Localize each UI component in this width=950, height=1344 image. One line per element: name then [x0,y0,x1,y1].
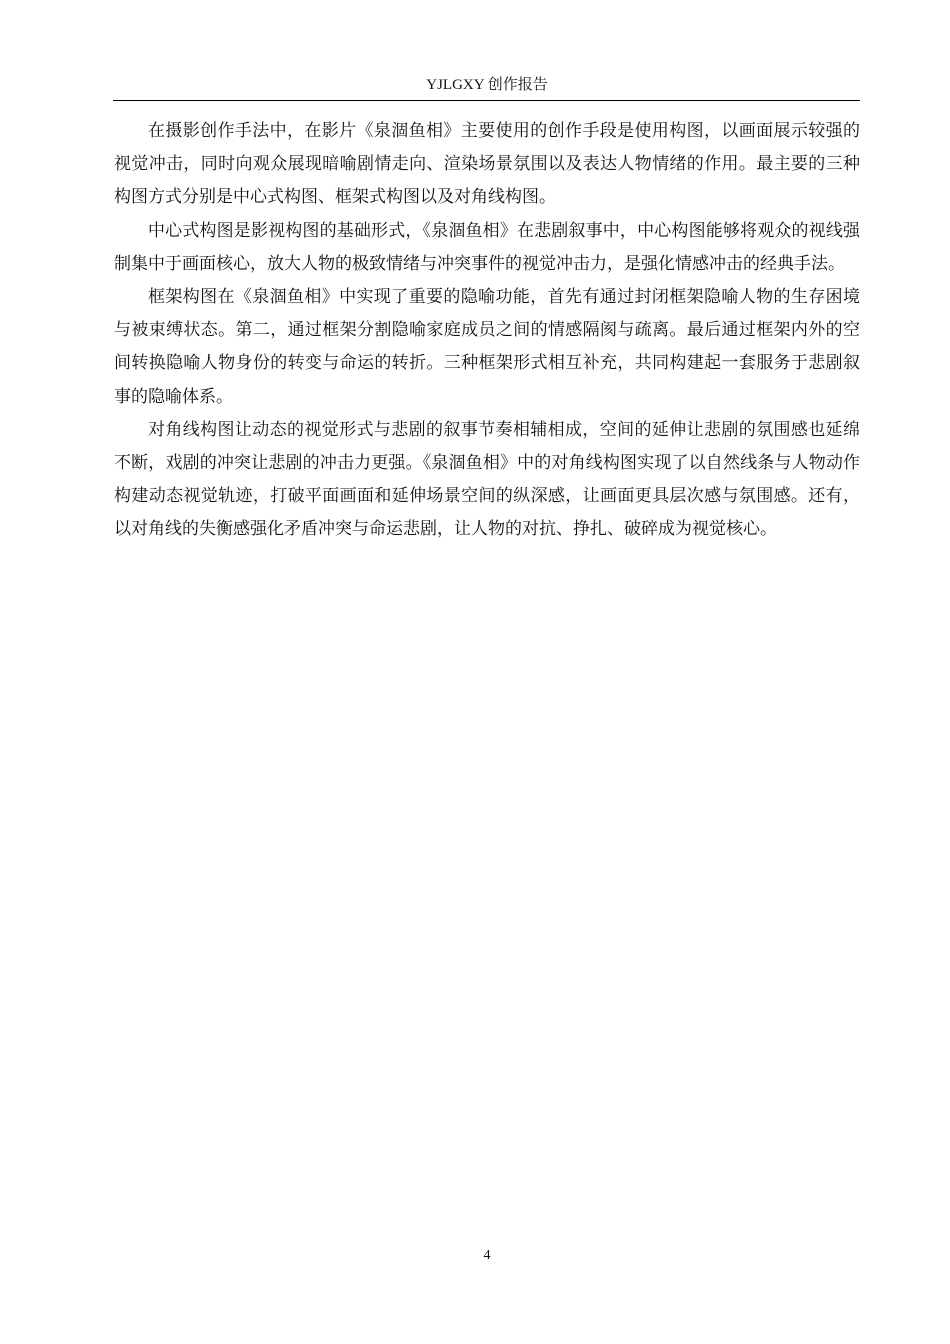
paragraph-intro: 在摄影创作手法中，在影片《泉涸鱼相》主要使用的创作手段是使用构图，以画面展示较强的视觉冲击，同时向观众展现暗喻剧情走向、渲染场景氛围以及表达人物情绪的作用。最主要的三种构图方式分别是中心式构图、框架式构图以及对角线构图。 [114,121,860,208]
page-header: YJLGXY 创作报告 [426,77,548,93]
page-number: 4 [483,1248,491,1263]
paragraph-central-composition: 中心式构图是影视构图的基础形式，《泉涸鱼相》在悲剧叙事中，中心构图能够将观众的视线强制集中于画面核心，放大人物的极致情绪与冲突事件的视觉冲击力，是强化情感冲击的经典手法。 [114,220,860,274]
header-divider [113,100,860,101]
body-text [114,115,860,547]
paragraph-frame-composition: 框架构图在《泉涸鱼相》中实现了重要的隐喻功能，首先有通过封闭框架隐喻人物的生存困境与被束缚状态。第二，通过框架分割隐喻家庭成员之间的情感隔阂与疏离。最后通过框架内外的空间转换隐喻人物身份的转变与命运的转折。三种框架形式相互补充，共同构建起一套服务于悲剧叙事的隐喻体系。 [114,287,860,407]
paragraph-diagonal-composition: 对角线构图让动态的视觉形式与悲剧的叙事节奏相辅相成，空间的延伸让悲剧的氛围感也延绵不断，戏剧的冲突让悲剧的冲击力更强。《泉涸鱼相》中的对角线构图实现了以自然线条与人物动作构建动态视觉轨迹，打破平面画面和延伸场景空间的纵深感，让画面更具层次感与氛围感。还有，以对角线的失衡感强化矛盾冲突与命运悲剧，让人物的对抗、挣扎、破碎成为视觉核心。 [114,419,860,540]
